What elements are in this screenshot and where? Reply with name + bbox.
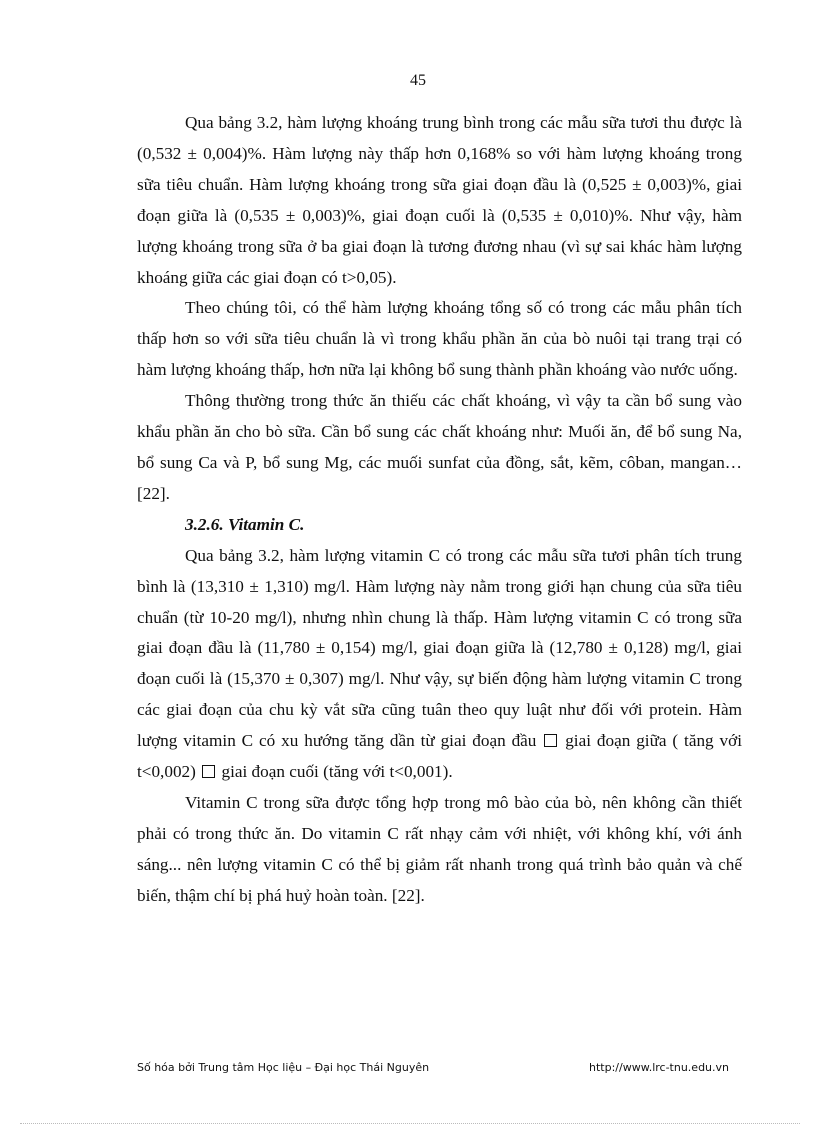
vitamin-c-text-part-1: Qua bảng 3.2, hàm lượng vitamin C có trong các mẫu sữa tươi phân tích trung bình là (13,310 ± 1,310) mg/l. Hàm lượng này nằm trong giới hạn chung của sữa tiêu chuẩn (từ 10-20 mg/l), nhưng nhìn chung là thấp. Hàm lượng vitamin C có trong sữa giai đoạn đầu là (11,780 ± 0,154) mg/l, giai đoạn giữa là (12,780 ± 0,128) mg/l, giai đoạn cuối là (15,370 ± 0,307) mg/l. Như vậy, sự biến động hàm lượng vitamin C trong các giai đoạn của chu kỳ vắt sữa cũng tuân theo quy luật như đối với protein. Hàm lượng vitamin C có xu hướng tăng dần từ giai đoạn đầu [137,545,742,751]
paragraph-minerals-supplement: Thông thường trong thức ăn thiếu các chất khoáng, vì vậy ta cần bổ sung vào khẩu phần ăn cho bò sữa. Cần bổ sung các chất khoáng như: Muối ăn, để bổ sung Na, bổ sung Ca và P, bổ sung Mg, các muối sunfat của đồng, sắt, kẽm, côban, mangan… [22]. [137,391,742,503]
footer-credit: Số hóa bởi Trung tâm Học liệu – Đại học Thái Nguyên [137,1061,430,1074]
vitamin-c-text-part-2: giai đoạn giữa ( tăng với t<0,002) [137,731,742,782]
section-heading-vitamin-c: 3.2.6. Vitamin C. [185,514,305,534]
paragraph-vitamin-c-results [137,541,742,788]
page-number: 45 [410,72,426,89]
paragraph-minerals-discussion: Theo chúng tôi, có thể hàm lượng khoáng tổng số có trong các mẫu phân tích thấp hơn so với sữa tiêu chuẩn là vì trong khẩu phần ăn của bò nuôi tại trang trại có hàm lượng khoáng thấp, hơn nữa lại không bổ sung thành phần khoáng vào nước uống. [137,298,742,380]
paragraph-minerals-results: Qua bảng 3.2, hàm lượng khoáng trung bình trong các mẫu sữa tươi thu được là (0,532 ± 0,004)%. Hàm lượng này thấp hơn 0,168% so với hàm lượng khoáng trong sữa tiêu chuẩn. Hàm lượng khoáng trong sữa giai đoạn đầu là (0,525 ± 0,003)%, giai đoạn giữa là (0,535 ± 0,003)%, giai đoạn cuối là (0,535 ± 0,010)%. Như vậy, hàm lượng khoáng trong sữa ở ba giai đoạn là tương đương nhau (vì sự sai khác hàm lượng khoáng giữa các giai đoạn có t>0,05). [137,113,742,287]
paragraph-vitamin-c-discussion: Vitamin C trong sữa được tổng hợp trong mô bào của bò, nên không cần thiết phải có trong thức ăn. Do vitamin C rất nhạy cảm với nhiệt, với không khí, với ánh sáng... nên lượng vitamin C có thể bị giảm rất nhanh trong quá trình bảo quản và chế biến, thậm chí bị phá huỷ hoàn toàn. [22]. [137,792,742,905]
page-footer [137,1061,729,1074]
missing-glyph-box-icon [544,734,557,747]
body-text [137,108,742,912]
footer-url-link[interactable]: http://www.lrc-tnu.edu.vn [589,1061,729,1074]
vitamin-c-text-part-3: giai đoạn cuối (tăng với t<0,001). [221,762,453,782]
missing-glyph-box-icon [202,765,215,778]
